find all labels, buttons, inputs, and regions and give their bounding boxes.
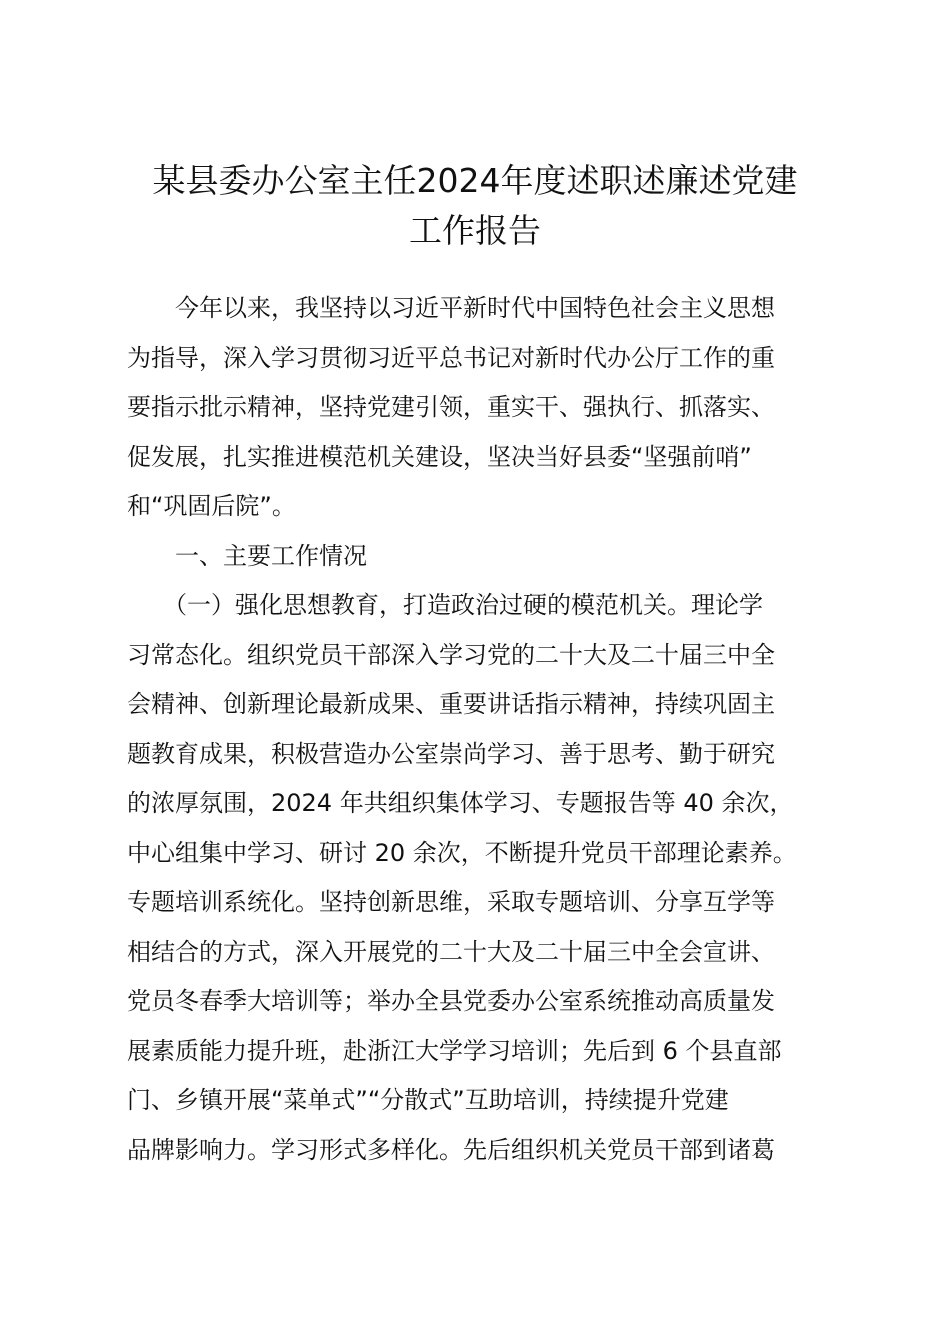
body-line: 展素质能力提升班，赴浙江大学学习培训；先后到 6 个县直部 xyxy=(127,1036,782,1065)
title-line-1: 某县委办公室主任2024年度述职述廉述党建 xyxy=(152,161,798,200)
body-line: 为指导，深入学习贯彻习近平总书记对新时代办公厅工作的重 xyxy=(127,343,775,372)
document-title xyxy=(110,156,840,256)
body-line: 今年以来，我坚持以习近平新时代中国特色社会主义思想 xyxy=(127,294,775,322)
document-body xyxy=(127,284,843,1175)
body-line: （一）强化思想教育，打造政治过硬的模范机关。理论学 xyxy=(127,591,763,619)
body-line: 习常态化。组织党员干部深入学习党的二十大及二十届三中全 xyxy=(127,640,775,669)
body-line: 要指示批示精神，坚持党建引领，重实干、强执行、抓落实、 xyxy=(127,393,775,421)
body-line: 和“巩固后院”。 xyxy=(127,492,296,520)
body-line: 的浓厚氛围，2024 年共组织集体学习、专题报告等 40 余次， xyxy=(127,789,794,817)
body-line: 会精神、创新理论最新成果、重要讲话指示精神，持续巩固主 xyxy=(127,690,775,718)
body-line: 专题培训系统化。坚持创新思维，采取专题培训、分享互学等 xyxy=(127,888,775,916)
body-line: 促发展，扎实推进模范机关建设，坚决当好县委“坚强前哨” xyxy=(127,442,752,471)
body-line: 相结合的方式，深入开展党的二十大及二十届三中全会宣讲、 xyxy=(127,937,775,966)
body-line: 中心组集中学习、研讨 20 余次，不断提升党员干部理论素养。 xyxy=(127,838,797,867)
body-line: 题教育成果，积极营造办公室崇尚学习、善于思考、勤于研究 xyxy=(127,739,775,768)
body-line: 党员冬春季大培训等；举办全县党委办公室系统推动高质量发 xyxy=(127,987,775,1015)
body-line: 门、乡镇开展“菜单式”“分散式”互助培训，持续提升党建 xyxy=(127,1086,729,1114)
title-line-2: 工作报告 xyxy=(409,211,541,250)
body-line: 品牌影响力。学习形式多样化。先后组织机关党员干部到诸葛 xyxy=(127,1135,775,1164)
section-heading: 一、主要工作情况 xyxy=(127,541,367,570)
